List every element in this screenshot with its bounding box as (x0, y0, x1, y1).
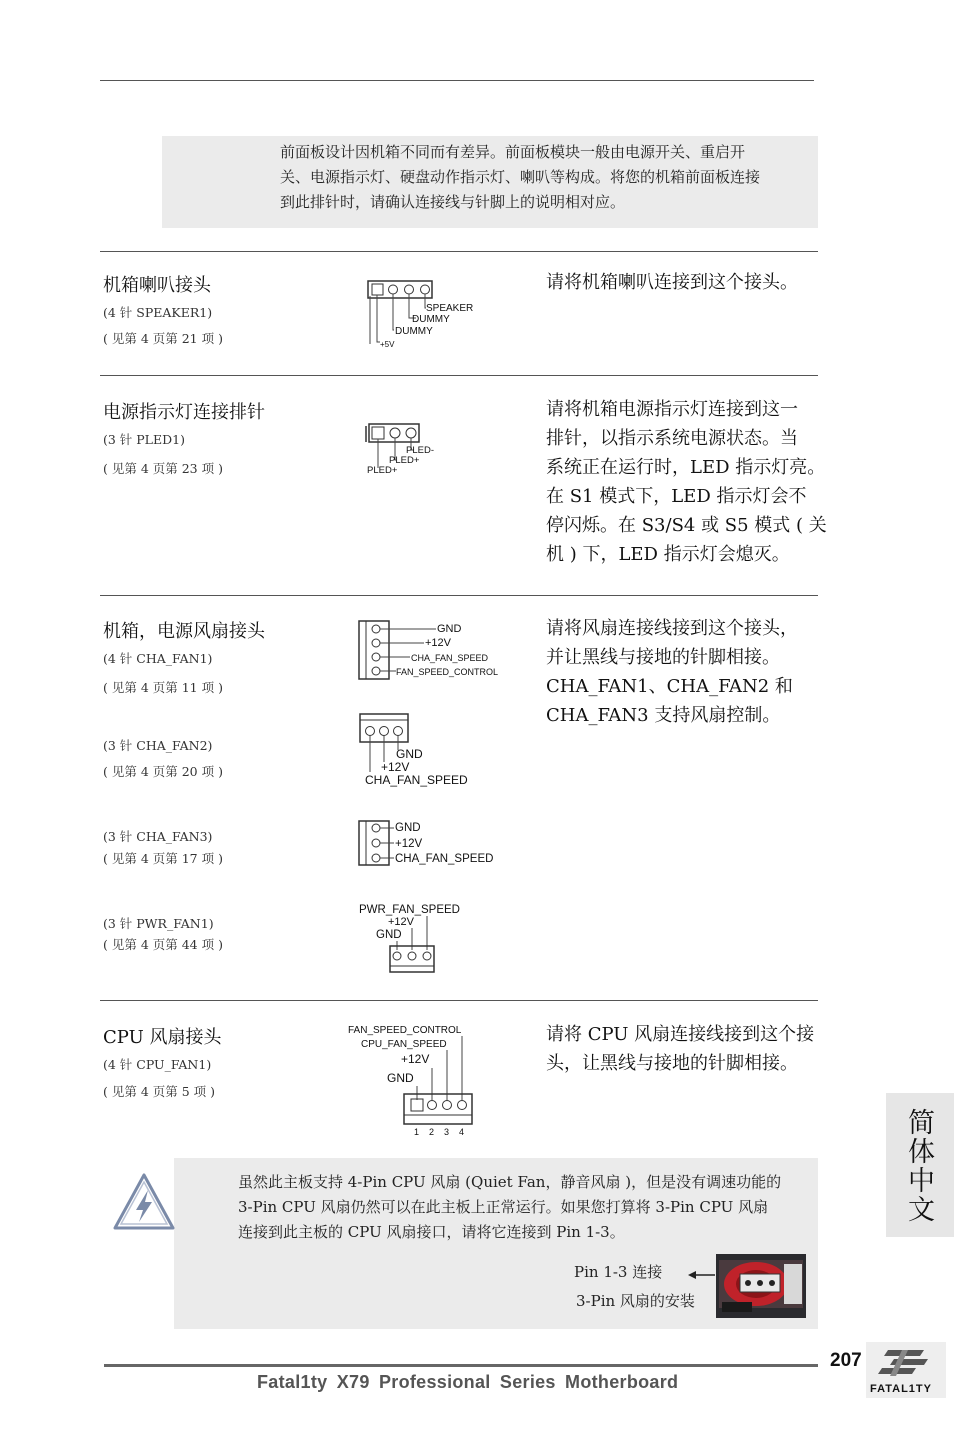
warning-line-1: 虽然此主板支持 4-Pin CPU 风扇 (Quiet Fan，静音风扇 )，但是没有调速功能的 (238, 1173, 782, 1191)
fatal1ty-logo (866, 1342, 946, 1398)
chafan-title: 机箱，电源风扇接头 (103, 621, 265, 642)
chafan3-page-ref: ( 见第 4 页第 17 项 ) (103, 851, 223, 866)
chafan3-pin-label-12v: +12V (395, 838, 423, 850)
section-rule (100, 595, 818, 596)
cpufan-pin-number-3: 3 (444, 1127, 450, 1137)
cpufan-pin-label-speed: CPU_FAN_SPEED (361, 1039, 447, 1050)
pled-pin-label-3: PLED+ (367, 465, 398, 476)
warning-caption-2: 3-Pin 风扇的安装 (576, 1292, 695, 1310)
warning-icon (112, 1172, 176, 1232)
speaker-pin-label-2: DUMMY (412, 314, 450, 325)
speaker-pin-label-4: +5V (380, 340, 395, 349)
cpufan-title: CPU 风扇接头 (103, 1027, 222, 1048)
pwrfan-pin-count: (3 针 PWR_FAN1) (103, 916, 214, 931)
intro-line-3: 到此排针时，请确认连接线与针脚上的说明相对应。 (280, 193, 626, 211)
chafan-desc-line-4: CHA_FAN3 支持风扇控制。 (546, 705, 781, 726)
pled-desc-line-6: 机 ) 下，LED 指示灯会熄灭。 (546, 544, 790, 565)
cpufan-pin-label-control: FAN_SPEED_CONTROL (348, 1025, 462, 1036)
pled-page-ref: ( 见第 4 页第 23 项 ) (103, 461, 223, 476)
cpufan-pin-number-1: 1 (414, 1127, 420, 1137)
pled-desc-line-2: 排针，以指示系统电源状态。当 (546, 428, 798, 449)
intro-line-2: 关、电源指示灯、硬盘动作指示灯、喇叭等构成。将您的机箱前面板连接 (280, 168, 761, 186)
speaker-pin-count: (4 针 SPEAKER1) (103, 305, 213, 320)
cpufan-pin-number-4: 4 (459, 1127, 465, 1137)
section-rule (100, 1000, 818, 1001)
chafan2-page-ref: ( 见第 4 页第 20 项 ) (103, 764, 223, 779)
chafan1-pin-label-speed: CHA_FAN_SPEED (411, 653, 489, 663)
chafan1-pin-label-control: FAN_SPEED_CONTROL (396, 667, 499, 677)
chafan-desc-line-3: CHA_FAN1、CHA_FAN2 和 (546, 676, 793, 697)
fan-install-photo (716, 1254, 806, 1318)
chafan1-header-diagram (356, 618, 506, 684)
pled-title: 电源指示灯连接排针 (103, 402, 265, 423)
speaker-title: 机箱喇叭接头 (103, 275, 211, 296)
arrow-left-icon (688, 1269, 716, 1281)
speaker-header-diagram (360, 278, 480, 350)
cpufan-page-ref: ( 见第 4 页第 5 项 ) (103, 1084, 215, 1099)
pled-desc-line-4: 在 S1 模式下，LED 指示灯会不 (546, 486, 807, 507)
pwrfan-pin-label-12v: +12V (388, 916, 414, 928)
page-number: 207 (830, 1350, 862, 1371)
footer-rule (104, 1364, 818, 1367)
pwrfan-pin-label-speed: PWR_FAN_SPEED (359, 904, 460, 916)
pwrfan-pin-label-gnd: GND (376, 929, 402, 941)
chafan2-header-diagram (358, 712, 488, 788)
cpufan-desc-line-1: 请将 CPU 风扇连接线接到这个接 (546, 1024, 815, 1045)
pled-desc-line-1: 请将机箱电源指示灯连接到这一 (546, 399, 798, 420)
speaker-page-ref: ( 见第 4 页第 21 项 ) (103, 331, 223, 346)
chafan1-pin-label-12v: +12V (425, 637, 451, 649)
warning-line-3: 连接到此主板的 CPU 风扇接口，请将它连接到 Pin 1-3。 (238, 1223, 625, 1241)
cpufan-header-diagram (346, 1020, 486, 1140)
speaker-pin-label-1: SPEAKER (426, 303, 474, 314)
pled-pin-count: (3 针 PLED1) (103, 432, 185, 447)
chafan3-pin-count: (3 针 CHA_FAN3) (103, 829, 213, 844)
pled-pin-label-1: PLED- (406, 445, 434, 456)
pled-pin-label-2: PLED+ (389, 455, 420, 466)
logo-text: FATAL1TY (870, 1383, 932, 1395)
chafan-desc-line-2: 并让黑线与接地的针脚相接。 (546, 647, 780, 668)
warning-caption-1: Pin 1-3 连接 (574, 1263, 663, 1281)
cpufan-desc-line-2: 头，让黑线与接地的针脚相接。 (546, 1053, 798, 1074)
chafan1-page-ref: ( 见第 4 页第 11 项 ) (103, 680, 223, 695)
footer-title: Fatal1ty X79 Professional Series Motherboard (257, 1372, 679, 1392)
top-rule (100, 80, 814, 81)
chafan3-pin-label-gnd: GND (395, 822, 421, 834)
language-tab-label: 简体中文 (903, 1108, 934, 1224)
warning-line-2: 3-Pin CPU 风扇仍然可以在此主板上正常运行。如果您打算将 3-Pin CPU 风扇 (238, 1198, 769, 1216)
chafan3-pin-label-speed: CHA_FAN_SPEED (395, 853, 494, 865)
chafan1-pin-count: (4 针 CHA_FAN1) (103, 651, 213, 666)
pled-desc-line-5: 停闪烁。在 S3/S4 或 S5 模式 ( 关 (546, 515, 827, 536)
chafan2-pin-label-speed: CHA_FAN_SPEED (365, 773, 468, 787)
intro-line-1: 前面板设计因机箱不同而有差异。前面板模块一般由电源开关、重启开 (280, 143, 746, 161)
cpufan-pin-label-gnd: GND (387, 1071, 414, 1085)
chafan1-pin-label-gnd: GND (437, 623, 462, 635)
chafan3-header-diagram (356, 818, 506, 870)
chafan-desc-line-1: 请将风扇连接线接到这个接头， (546, 618, 798, 639)
speaker-desc-line-1: 请将机箱喇叭连接到这个接头。 (546, 272, 798, 293)
chafan2-pin-label-12v: +12V (381, 760, 410, 774)
pwrfan-page-ref: ( 见第 4 页第 44 项 ) (103, 937, 223, 952)
section-rule (100, 251, 818, 252)
cpufan-pin-label-12v: +12V (401, 1052, 430, 1066)
chafan2-pin-label-gnd: GND (396, 747, 423, 761)
pled-header-diagram (360, 420, 450, 478)
pled-desc-line-3: 系统正在运行时，LED 指示灯亮。 (546, 457, 826, 478)
section-rule (100, 375, 818, 376)
speaker-pin-label-3: DUMMY (395, 326, 433, 337)
cpufan-pin-number-2: 2 (429, 1127, 435, 1137)
cpufan-pin-count: (4 针 CPU_FAN1) (103, 1057, 212, 1072)
pwrfan-header-diagram (356, 900, 476, 978)
chafan2-pin-count: (3 针 CHA_FAN2) (103, 738, 213, 753)
